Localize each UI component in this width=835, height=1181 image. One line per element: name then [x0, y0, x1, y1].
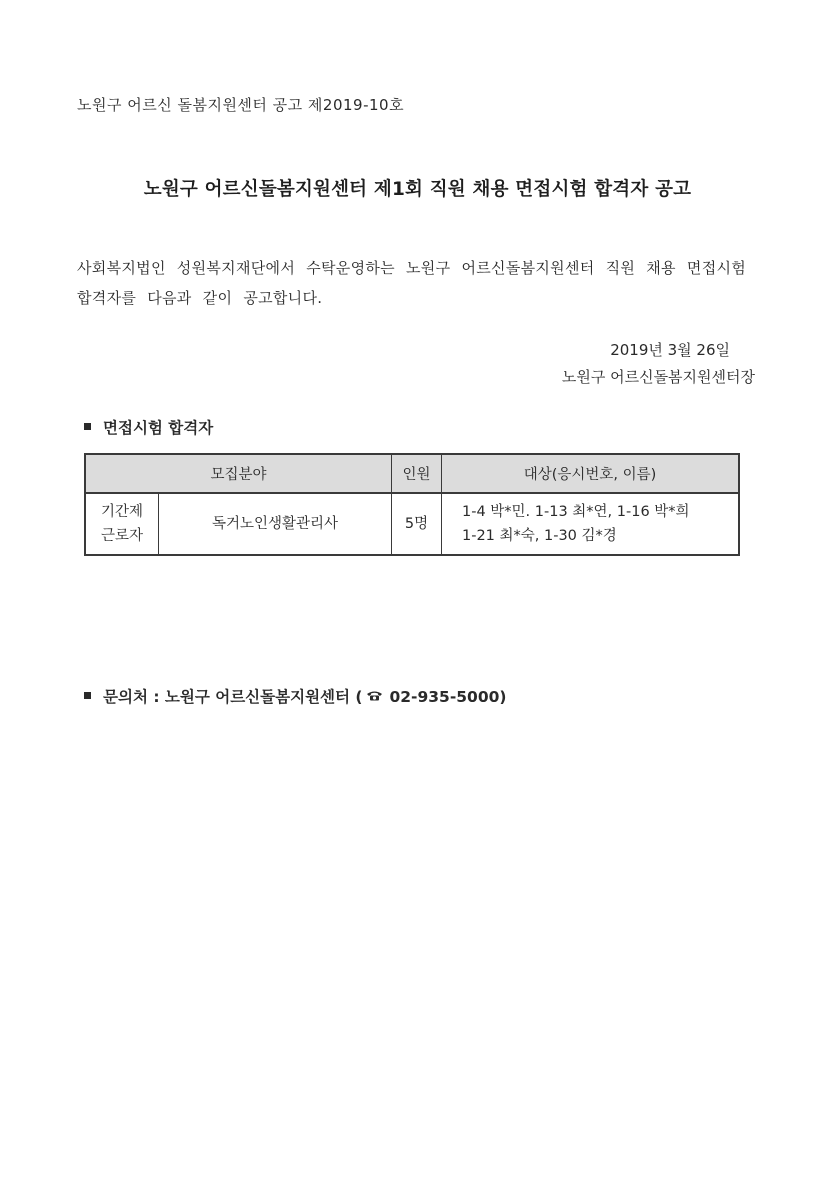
issuer: 노원구 어르신돌봄지원센터장 — [561, 368, 755, 386]
intro-paragraph: 사회복지법인 성원복지재단에서 수탁운영하는 노원구 어르신돌봄지원센터 직원 채용 면접시험 합격자를 다음과 같이 공고합니다. — [77, 259, 747, 307]
telephone-icon — [366, 690, 383, 701]
targets-line: 1-4 박*민. 1-13 최*연, 1-16 박*희 — [462, 504, 690, 520]
count-cell: 5명 — [392, 493, 442, 555]
notice-date: 2019년 3월 26일 — [610, 341, 730, 359]
category-line: 기간제 — [100, 504, 144, 520]
position-cell: 독거노인생활관리사 — [159, 493, 392, 555]
contact-phone: 02-935-5000) — [389, 688, 507, 706]
targets-line: 1-21 최*숙, 1-30 김*경 — [462, 528, 617, 544]
square-bullet-icon — [84, 423, 91, 430]
header-field: 모집분야 — [85, 454, 392, 493]
notice-number: 노원구 어르신 돌봄지원센터 공고 제2019-10호 — [77, 96, 405, 114]
contact-label: 문의처 : 노원구 어르신돌봄지원센터 ( — [103, 688, 363, 706]
category-cell — [85, 493, 159, 555]
header-targets: 대상(응시번호, 이름) — [442, 454, 740, 493]
square-bullet-icon — [84, 692, 91, 699]
category-line: 근로자 — [100, 528, 144, 544]
section-heading — [84, 416, 213, 438]
results-table — [84, 453, 740, 556]
targets-cell — [442, 493, 740, 555]
header-count: 인원 — [392, 454, 442, 493]
document-title: 노원구 어르신돌봄지원센터 제1회 직원 채용 면접시험 합격자 공고 — [143, 179, 692, 200]
contact-line — [84, 685, 506, 707]
table-row — [85, 493, 739, 555]
section-title: 면접시험 합격자 — [103, 419, 214, 437]
table-header-row — [85, 454, 739, 493]
